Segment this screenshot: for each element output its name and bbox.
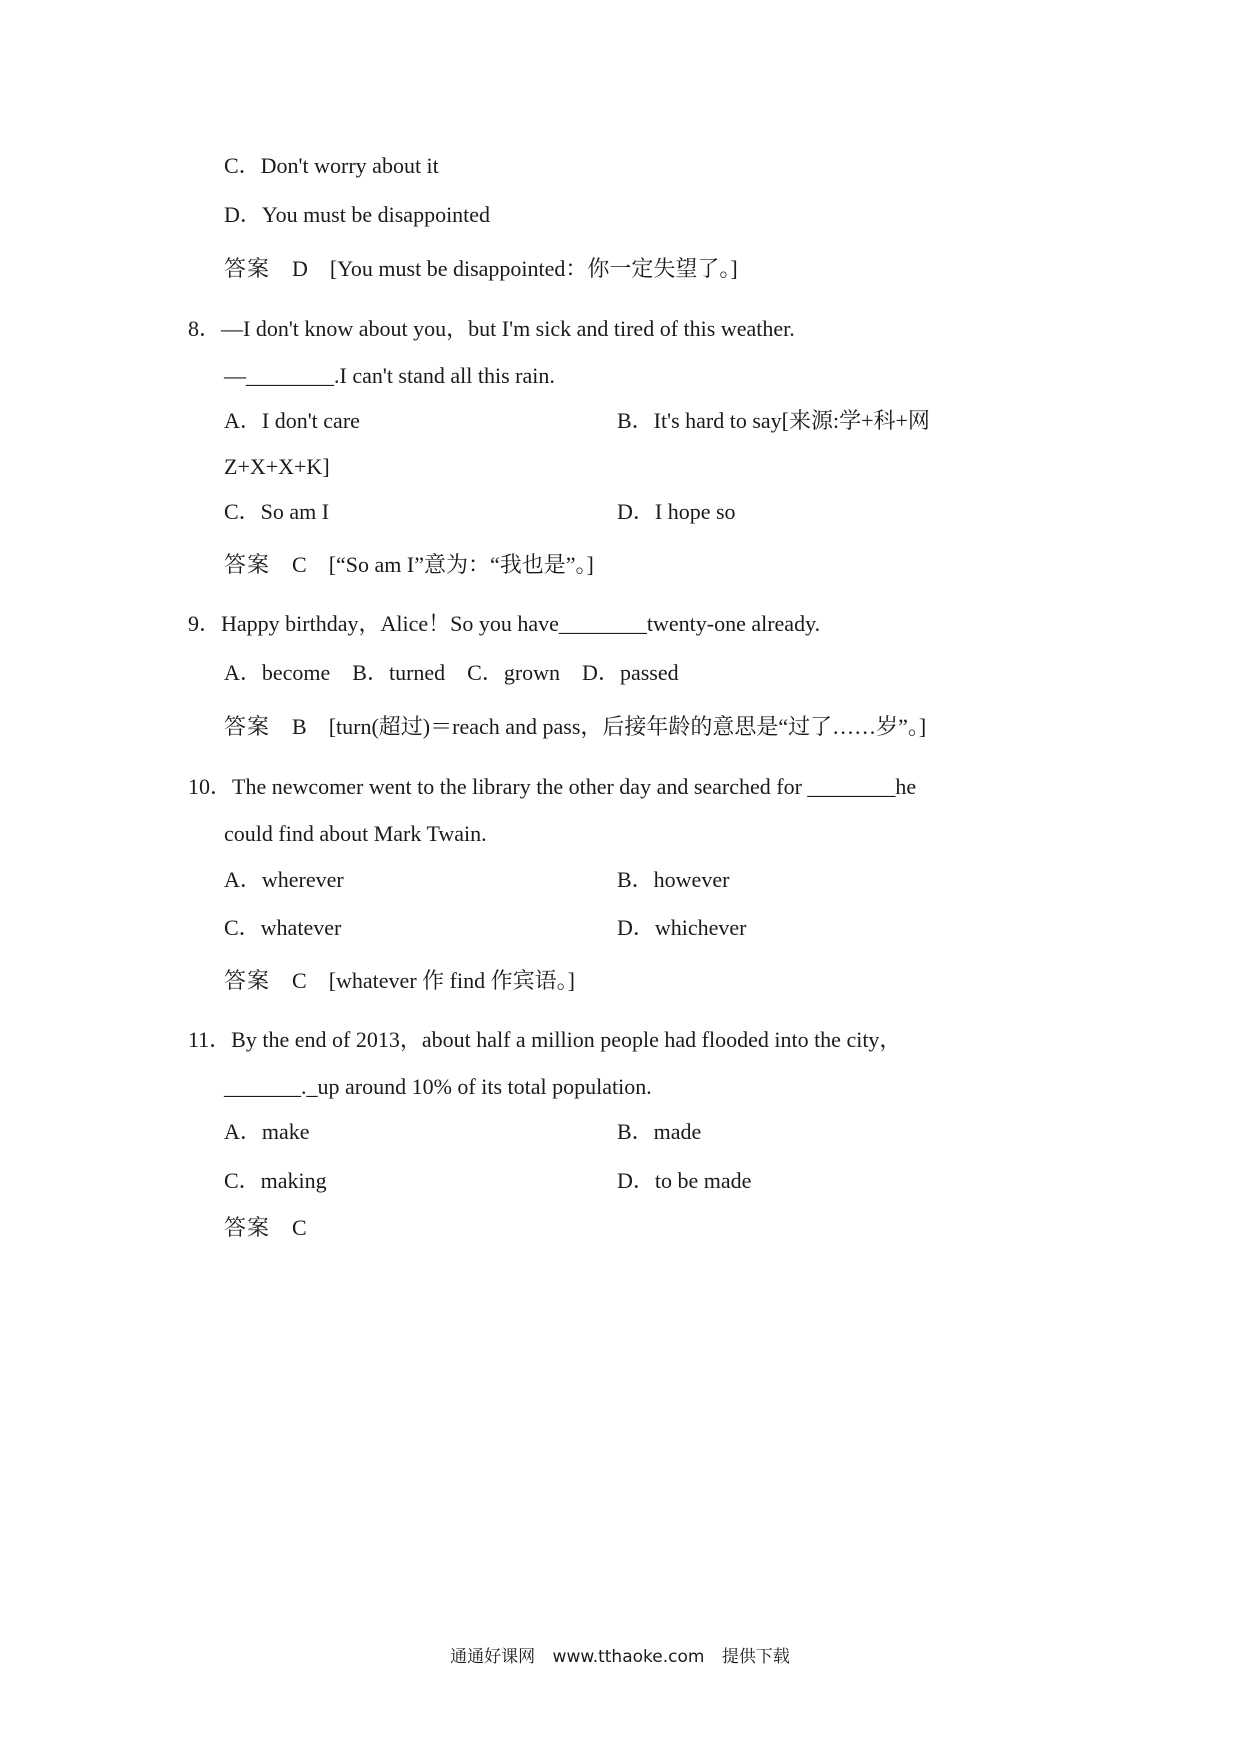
q11-option-a: A．make [224,1119,310,1144]
footer-url[interactable]: www.tthaoke.com [552,1647,705,1667]
q11-option-c: C．making [224,1168,327,1193]
q7-answer [224,258,738,281]
answer-label: 答案 [224,1216,271,1241]
footer-site-name: 通通好课网 [450,1647,536,1667]
q7-option-d: D．You must be disappointed [224,202,491,227]
q11-option-d: D．to be made [617,1168,752,1193]
answer-explanation: [You must be disappointed：你一定失望了。] [329,256,738,281]
q8-answer [224,554,594,577]
q9-options: A．become B．turned C．grown D．passed [224,660,679,685]
answer-label: 答案 [224,553,271,578]
q8-stem-continued: —________.I can't stand all this rain. [224,363,555,388]
answer-label: 答案 [224,969,271,994]
q9-answer [224,716,926,739]
q10-stem-continued: could find about Mark Twain. [224,821,487,846]
answer-label: 答案 [224,257,271,282]
q8-option-a: A．I don't care [224,408,360,433]
answer-letter: D [292,256,308,281]
answer-letter: C [292,1215,307,1240]
q10-option-c: C．whatever [224,915,342,940]
q10-stem: 10．The newcomer went to the library the other day and searched for ________he [188,774,917,799]
q11-answer [224,1217,329,1240]
q8-stem: 8．—I don't know about you，but I'm sick and tired of this weather. [188,316,795,341]
q11-stem-continued: _______._up around 10% of its total population. [224,1074,652,1099]
q8-option-c: C．So am I [224,499,330,524]
answer-explanation: [whatever 作 find 作宾语。] [328,968,575,993]
answer-letter: C [292,552,307,577]
answer-label: 答案 [224,715,271,740]
q10-answer [224,970,575,993]
q11-stem: 11．By the end of 2013，about half a million people had flooded into the city， [188,1027,902,1052]
q8-option-b-continued: Z+X+X+K] [224,454,330,479]
q10-option-a: A．wherever [224,867,344,892]
answer-explanation: [turn(超过)＝reach and pass，后接年龄的意思是“过了……岁”。] [328,714,927,739]
answer-letter: C [292,968,307,993]
q9-stem: 9．Happy birthday，Alice！So you have________twenty-one already. [188,611,821,636]
q7-option-c: C．Don't worry about it [224,153,439,178]
answer-letter: B [292,714,307,739]
q8-option-b: B．It's hard to say[来源:学+科+网 [617,408,930,433]
answer-explanation: [“So am I”意为：“我也是”。] [328,552,594,577]
q10-option-b: B．however [617,867,730,892]
q11-option-b: B．made [617,1119,702,1144]
page-footer [0,1642,1240,1667]
q10-option-d: D．whichever [617,915,747,940]
footer-tagline: 提供下载 [721,1647,790,1667]
q8-option-d: D．I hope so [617,499,736,524]
